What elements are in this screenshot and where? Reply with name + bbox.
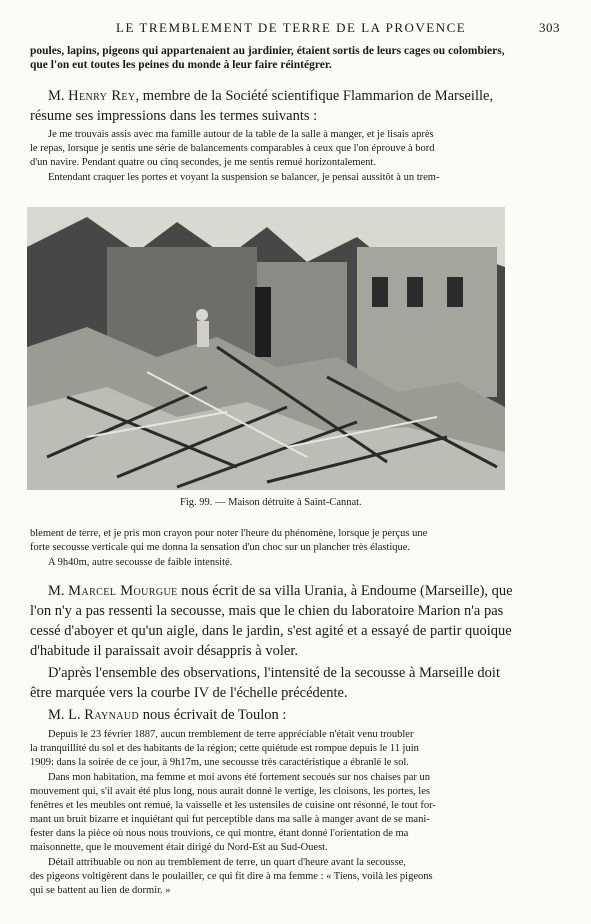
quote-line: Entendant craquer les portes et voyant la suspension se balancer, je pensai aussitôt à un trem-: [48, 172, 440, 183]
quote-line: d'un navire. Pendant quatre ou cinq secondes, je me sentis remué horizontalement.: [30, 157, 376, 168]
raynaud-prefix: M. L.: [48, 707, 85, 723]
destroyed-house-photo: [27, 207, 505, 490]
raynaud-line: [30, 706, 560, 724]
figure-caption: Fig. 99. — Maison détruite à Saint-Cannat.: [180, 497, 362, 508]
quote-line: Je me trouvais assis avec ma famille autour de la table de la salle à manger, et je lisais après: [48, 129, 434, 140]
rey-prefix: M.: [48, 88, 69, 104]
raynaud-quote-line: mant un bruit bizarre et inquiétant qui fut perceptible dans ma salle à manger avant de se mani-: [30, 814, 430, 825]
quote-line: forte secousse verticale qui me donna la sensation d'un choc sur un plancher très élastique.: [30, 542, 411, 553]
mourgue-line: l'on n'y a pas ressenti la secousse, mais que le chien du laboratoire Marion n'a pas: [30, 603, 504, 619]
quote-line: le repas, lorsque je sentis une série de balancements comparables à ceux que l'on éprouve à bord: [30, 143, 435, 154]
rey-intro-line: résume ses impressions dans les termes suivants :: [30, 108, 318, 124]
quote-line: A 9h40m, autre secousse de faible intensité.: [48, 557, 233, 568]
mourgue-line: [30, 582, 560, 600]
rey-name: Henry Rey: [68, 88, 136, 104]
raynaud-quote-line: mouvement qui, s'il avait été plus long, nous aurait donné le vertige, les cloisons, les portes, les: [30, 786, 430, 797]
paragraph-line: que l'on eut toutes les peines du monde à leur faire réintégrer.: [30, 59, 332, 71]
raynaud-quote-line: fester dans la pièce où nous nous trouvions, ce qui montre, étant donné l'orientation de ma: [30, 828, 409, 839]
raynaud-quote-line: Depuis le 23 février 1887, aucun tremblement de terre appréciable n'était venu troubler: [48, 729, 414, 740]
page-number: 303: [539, 20, 560, 35]
raynaud-quote-line: qui se battent au lien de dormir. »: [30, 885, 171, 896]
raynaud-quote-line: Dans mon habitation, ma femme et moi avons été fortement secoués sur nos chaises par un: [48, 772, 430, 783]
raynaud-intro: nous écrivait de Toulon :: [139, 707, 287, 723]
raynaud-name: Raynaud: [84, 707, 140, 723]
mourgue-line: d'habitude il paraissait avoir désappris à voler.: [30, 643, 298, 659]
raynaud-quote-line: maisonnette, que le mouvement était dirigé du Nord-Est au Sud-Ouest.: [30, 842, 328, 853]
raynaud-quote-line: la tranquillité du sol et des habitants de la région; cette quiétude est rompue depuis le 11 juin: [30, 743, 419, 754]
quote-line: blement de terre, et je pris mon crayon pour noter l'heure du phénomène, lorsque je perçus une: [30, 528, 428, 539]
raynaud-quote-line: 1909: dans la soirée de ce jour, à 9h17m, une secousse très caractéristique a ébranlé le sol.: [30, 757, 409, 768]
rey-intro-text: , membre de la Société scientifique Flammarion de Marseille,: [135, 88, 494, 104]
raynaud-quote-line: Détail attribuable ou non au tremblement de terre, un quart d'heure avant la secousse,: [48, 857, 406, 868]
raynaud-quote-line: des pigeons voltigèrent dans le poulailler, ce qui fit dire à ma femme : « Tiens, voilà les pigeons: [30, 871, 433, 882]
conclusion-line: être marquée vers la courbe IV de l'échelle précédente.: [30, 685, 348, 701]
running-title: LE TREMBLEMENT DE TERRE DE LA PROVENCE: [116, 20, 467, 35]
rey-intro-line: [30, 87, 560, 105]
mourgue-text: nous écrit de sa villa Urania, à Endoume (Marseille), que: [177, 583, 513, 599]
mourgue-name: Marcel Mourgue: [68, 583, 178, 599]
raynaud-quote-line: fenêtres et les meubles ont remué, la vaisselle et les ustensiles de cuisine ont résonné, le tout for-: [30, 800, 436, 811]
paragraph-line: poules, lapins, pigeons qui appartenaient au jardinier, étaient sortis de leurs cages ou colombiers,: [30, 45, 505, 57]
conclusion-line: D'après l'ensemble des observations, l'intensité de la secousse à Marseille doit: [48, 665, 500, 681]
mourgue-line: cessé d'aboyer et qu'un aigle, dans le jardin, s'est agité et a essayé de partir quoique: [30, 623, 512, 639]
running-header: [30, 18, 560, 38]
mourgue-prefix: M.: [48, 583, 69, 599]
